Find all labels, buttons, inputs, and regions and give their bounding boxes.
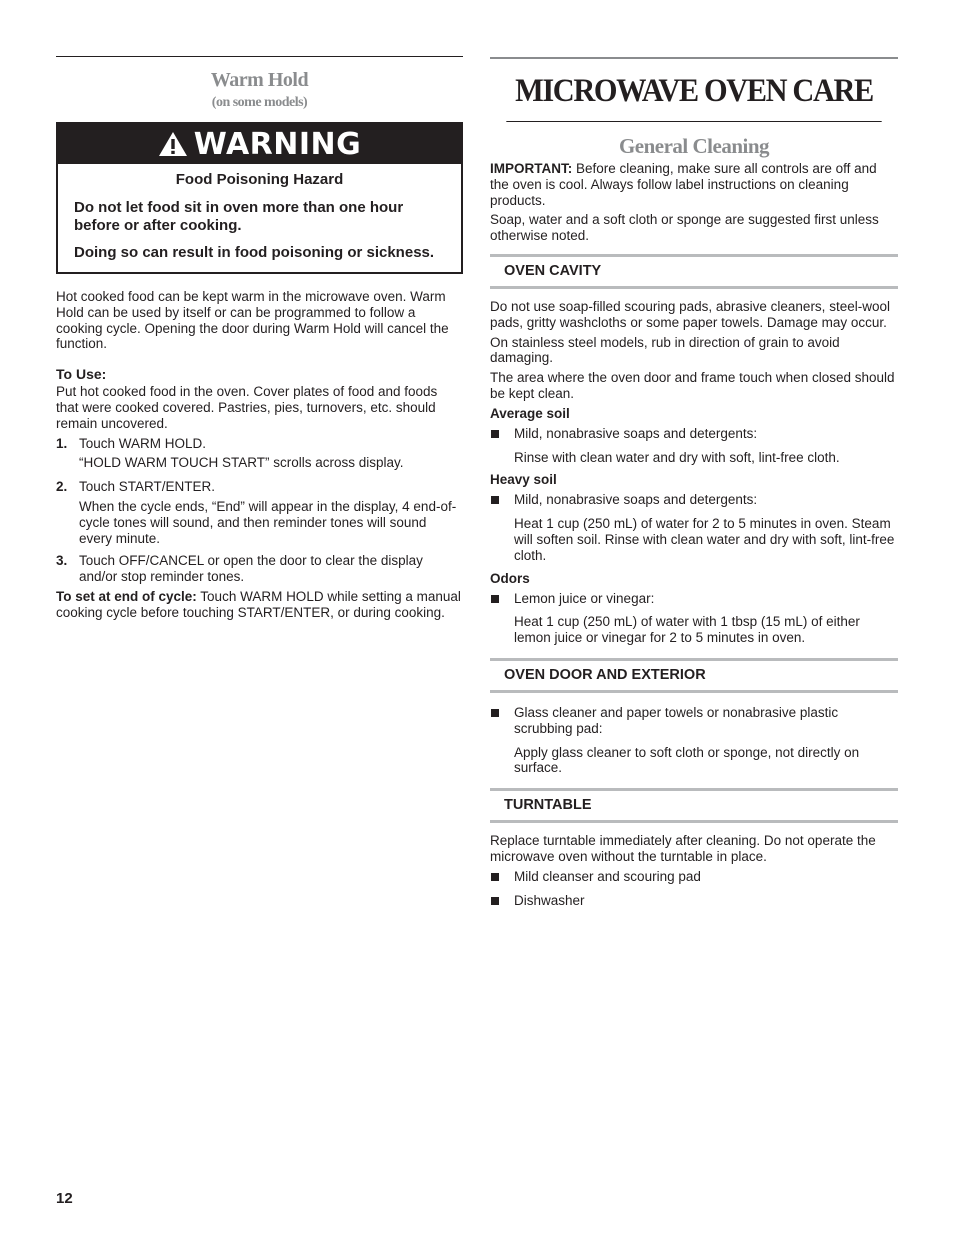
warning-line: Do not let food sit in oven more than one hour before or after cooking.	[74, 199, 404, 234]
step-item	[56, 436, 463, 452]
step-text: Touch WARM HOLD.	[79, 435, 207, 451]
warm-hold-subtitle: (on some models)	[211, 95, 308, 110]
left-column	[56, 56, 463, 621]
end-of-cycle-text: Touch WARM HOLD while setting a manual cooking cycle before touching START/ENTER, or during cooking.	[56, 588, 461, 620]
heavy-soil-detail: Heat 1 cup (250 mL) of water for 2 to 5 minutes in oven. Steam will soften soil. Rinse with clean water and dry with soft, lint-free cloth.	[514, 516, 895, 563]
list-item	[490, 705, 898, 737]
average-soil-detail: Rinse with clean water and dry with soft, lint-free cloth.	[514, 449, 840, 465]
odors-detail: Heat 1 cup (250 mL) of water with 1 tbsp (15 mL) of either lemon juice or vinegar for 2 to 5 minutes in oven.	[514, 614, 860, 646]
warning-line: Doing so can result in food poisoning or sickness.	[74, 244, 435, 261]
to-use-text: Put hot cooked food in the oven. Cover plates of food and foods that were cooked covered. Pastries, pies, turnovers, etc. should remain uncovered.	[56, 384, 438, 431]
bullet-square-icon	[491, 709, 499, 717]
warning-header	[58, 124, 461, 164]
heavy-soil-label: Heavy soil	[490, 472, 557, 488]
end-of-cycle-label: To set at end of cycle:	[56, 588, 197, 604]
turntable-text: Replace turntable immediately after cleaning. Do not operate the microwave oven without the turntable in place.	[490, 833, 876, 864]
bullet-square-icon	[491, 897, 499, 905]
warning-triangle-icon	[158, 131, 188, 157]
bullet-text: Mild, nonabrasive soaps and detergents:	[514, 425, 758, 441]
to-use-heading: To Use:	[56, 366, 107, 383]
bullet-text: Mild, nonabrasive soaps and detergents:	[514, 492, 758, 508]
bullet-square-icon	[491, 430, 499, 438]
step-detail: “HOLD WARM TOUCH START” scrolls across display.	[79, 455, 404, 471]
list-item	[490, 869, 898, 885]
page-number: 12	[56, 1190, 73, 1207]
warm-hold-title: Warm Hold	[210, 69, 309, 91]
step-number: 3.	[56, 553, 68, 569]
list-item	[490, 893, 898, 909]
step-text: Touch OFF/CANCEL or open the door to clear the display and/or stop reminder tones.	[79, 553, 423, 585]
oven-cavity-p1: Do not use soap-filled scouring pads, abrasive cleaners, steel-wool pads, gritty washcloths or some paper towels. Damage may occur.	[490, 298, 890, 330]
step-item	[56, 553, 463, 585]
bullet-square-icon	[491, 496, 499, 504]
oven-cavity-p2: On stainless steel models, rub in direction of grain to avoid damaging.	[490, 334, 840, 366]
oven-cavity-heading: OVEN CAVITY	[490, 254, 898, 289]
average-soil-label: Average soil	[490, 405, 570, 421]
list-item	[490, 426, 898, 442]
step-text: Touch START/ENTER.	[79, 479, 216, 495]
bullet-text: Dishwasher	[514, 892, 585, 908]
step-number: 1.	[56, 435, 68, 451]
bullet-text: Lemon juice or vinegar:	[514, 590, 655, 606]
end-of-cycle-paragraph	[56, 589, 463, 621]
step-detail: When the cycle ends, “End” will appear in the display, 4 end-of-cycle tones will sound, and then reminder tones will sound every minute.	[79, 498, 457, 546]
warning-body	[58, 164, 461, 272]
important-paragraph	[490, 161, 898, 208]
bullet-text: Glass cleaner and paper towels or nonabrasive plastic scrubbing pad:	[514, 704, 839, 736]
turntable-heading: TURNTABLE	[490, 788, 898, 823]
right-column	[490, 57, 898, 908]
bullet-square-icon	[491, 873, 499, 881]
warm-hold-intro: Hot cooked food can be kept warm in the microwave oven. Warm Hold can be used by itself or can be programmed to follow a cooking cycle. Opening the door during Warm Hold will cancel the function.	[56, 289, 449, 352]
page-title: MICROWAVE OVEN CARE	[506, 71, 881, 122]
general-cleaning-title: General Cleaning	[618, 134, 770, 158]
bullet-square-icon	[491, 595, 499, 603]
important-text: Before cleaning, make sure all controls are off and the oven is cool. Always follow label instructions on cleaning products.	[490, 161, 877, 208]
oven-cavity-p3: The area where the oven door and frame touch when closed should be kept clean.	[490, 370, 895, 401]
bullet-text: Mild cleanser and scouring pad	[514, 868, 701, 884]
list-item	[490, 492, 898, 508]
warning-label: WARNING	[193, 126, 362, 162]
warning-box	[56, 122, 463, 274]
step-item	[56, 479, 463, 495]
general-note: Soap, water and a soft cloth or sponge are suggested first unless otherwise noted.	[490, 212, 879, 244]
step-number: 2.	[56, 479, 68, 495]
oven-door-detail: Apply glass cleaner to soft cloth or sponge, not directly on surface.	[514, 744, 860, 776]
oven-door-heading: OVEN DOOR AND EXTERIOR	[490, 658, 898, 693]
warning-hazard: Food Poisoning Hazard	[175, 171, 344, 188]
list-item	[490, 591, 898, 607]
odors-label: Odors	[490, 570, 530, 586]
important-label: IMPORTANT:	[490, 161, 573, 176]
